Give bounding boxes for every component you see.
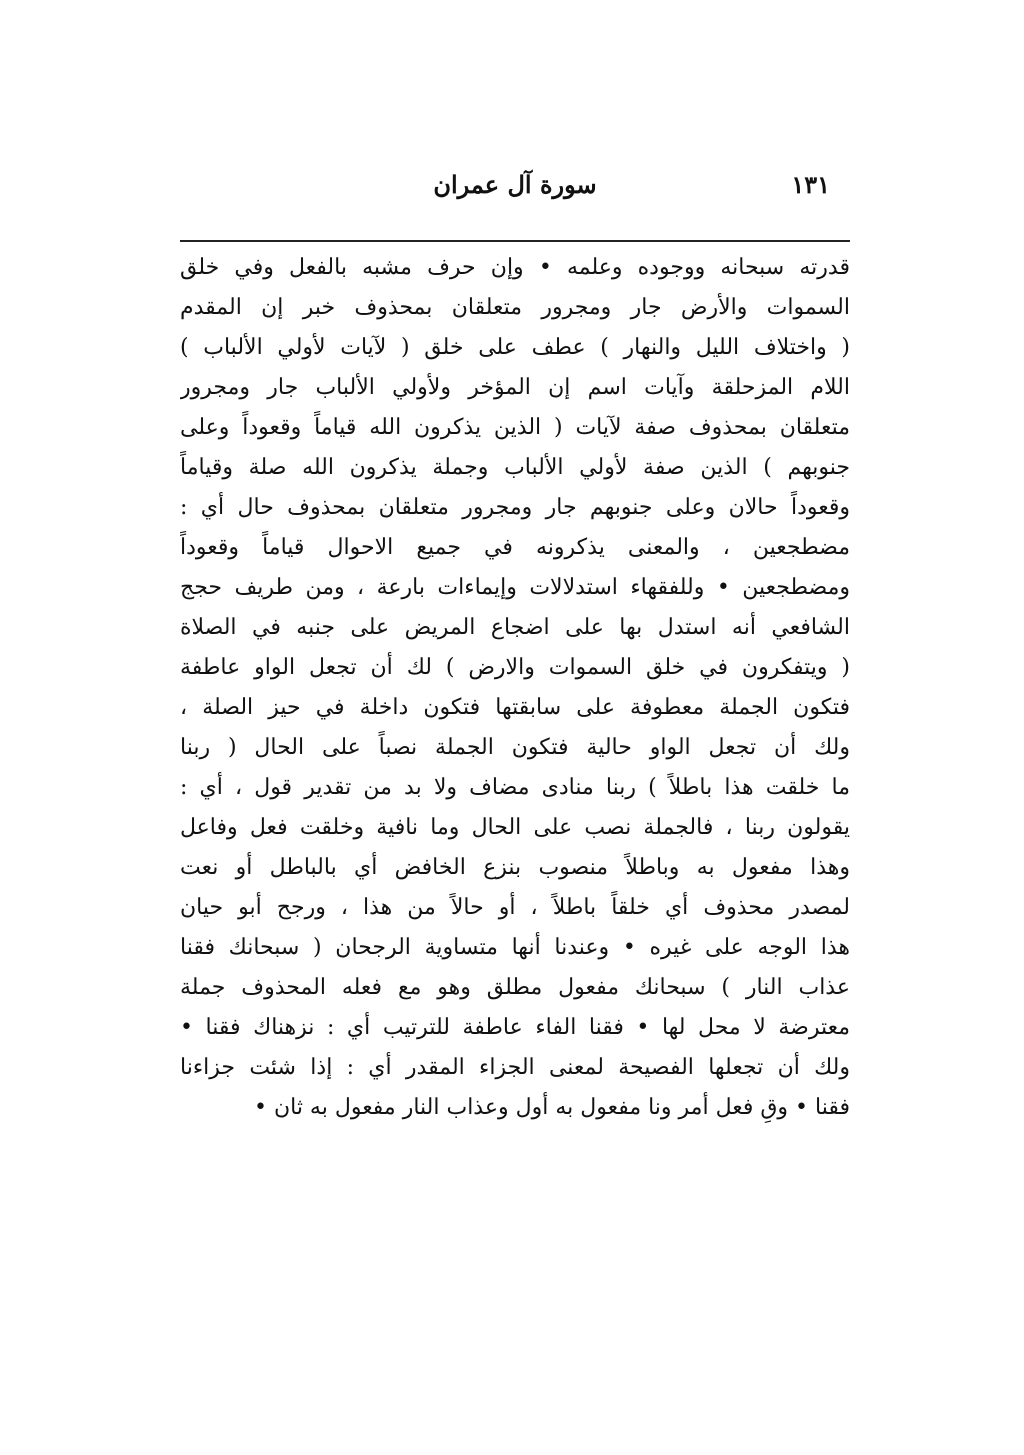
text-line: السموات والأرض جار ومجرور متعلقان بمحذوف خبر إن المقدم — [180, 295, 850, 320]
text-line: عذاب النار ) سبحانك مفعول مطلق وهو مع فعله المحذوف جملة — [180, 975, 850, 1000]
text-line: معترضة لا محل لها • فقنا الفاء عاطفة للترتيب أي : نزهناك فقنا • — [180, 1015, 850, 1040]
text-line: فقنا • وقِ فعل أمر ونا مفعول به أول وعذاب النار مفعول به ثان • — [253, 1095, 850, 1120]
text-line: ( ويتفكرون في خلق السموات والارض ) لك أن تجعل الواو عاطفة — [180, 655, 850, 680]
text-line: وقعوداً حالان وعلى جنوبهم جار ومجرور متعلقان بمحذوف حال أي : — [180, 495, 850, 520]
body-text — [180, 248, 850, 1128]
running-title: سورة آل عمران — [433, 170, 597, 199]
text-line: ولك أن تجعل الواو حالية فتكون الجملة نصباً على الحال ( ربنا — [180, 735, 850, 760]
text-line: متعلقان بمحذوف صفة لآيات ( الذين يذكرون الله قياماً وقعوداً وعلى — [180, 415, 850, 440]
text-line: جنوبهم ) الذين صفة لأولي الألباب وجملة يذكرون الله صلة وقياماً — [180, 455, 850, 480]
text-line: هذا الوجه على غيره • وعندنا أنها متساوية الرجحان ( سبحانك فقنا — [180, 935, 850, 960]
text-line: لمصدر محذوف أي خلقاً باطلاً ، أو حالاً من هذا ، ورجح أبو حيان — [180, 895, 850, 920]
text-line: الشافعي أنه استدل بها على اضجاع المريض على جنبه في الصلاة — [180, 615, 850, 640]
page-number: ١٣١ — [791, 170, 830, 199]
text-line: ومضطجعين • وللفقهاء استدلالات وإيماءات بارعة ، ومن طريف حجج — [180, 575, 850, 600]
text-line: ( واختلاف الليل والنهار ) عطف على خلق ( لآيات لأولي الألباب ) — [180, 335, 850, 360]
text-line: اللام المزحلقة وآيات اسم إن المؤخر ولأولي الألباب جار ومجرور — [180, 375, 850, 400]
page-header — [180, 168, 850, 208]
text-line: قدرته سبحانه ووجوده وعلمه • وإن حرف مشبه بالفعل وفي خلق — [180, 255, 850, 280]
text-line: مضطجعين ، والمعنى يذكرونه في جميع الاحوال قياماً وقعوداً — [180, 535, 850, 560]
text-line: يقولون ربنا ، فالجملة نصب على الحال وما نافية وخلقت فعل وفاعل — [180, 815, 850, 840]
text-line: ما خلقت هذا باطلاً ) ربنا منادى مضاف ولا بد من تقدير قول ، أي : — [180, 775, 850, 800]
text-line: فتكون الجملة معطوفة على سابقتها فتكون داخلة في حيز الصلة ، — [180, 695, 850, 720]
header-divider — [180, 240, 850, 242]
text-line: ولك أن تجعلها الفصيحة لمعنى الجزاء المقدر أي : إذا شئت جزاءنا — [180, 1055, 850, 1080]
text-line: وهذا مفعول به وباطلاً منصوب بنزع الخافض أي بالباطل أو نعت — [180, 855, 850, 880]
